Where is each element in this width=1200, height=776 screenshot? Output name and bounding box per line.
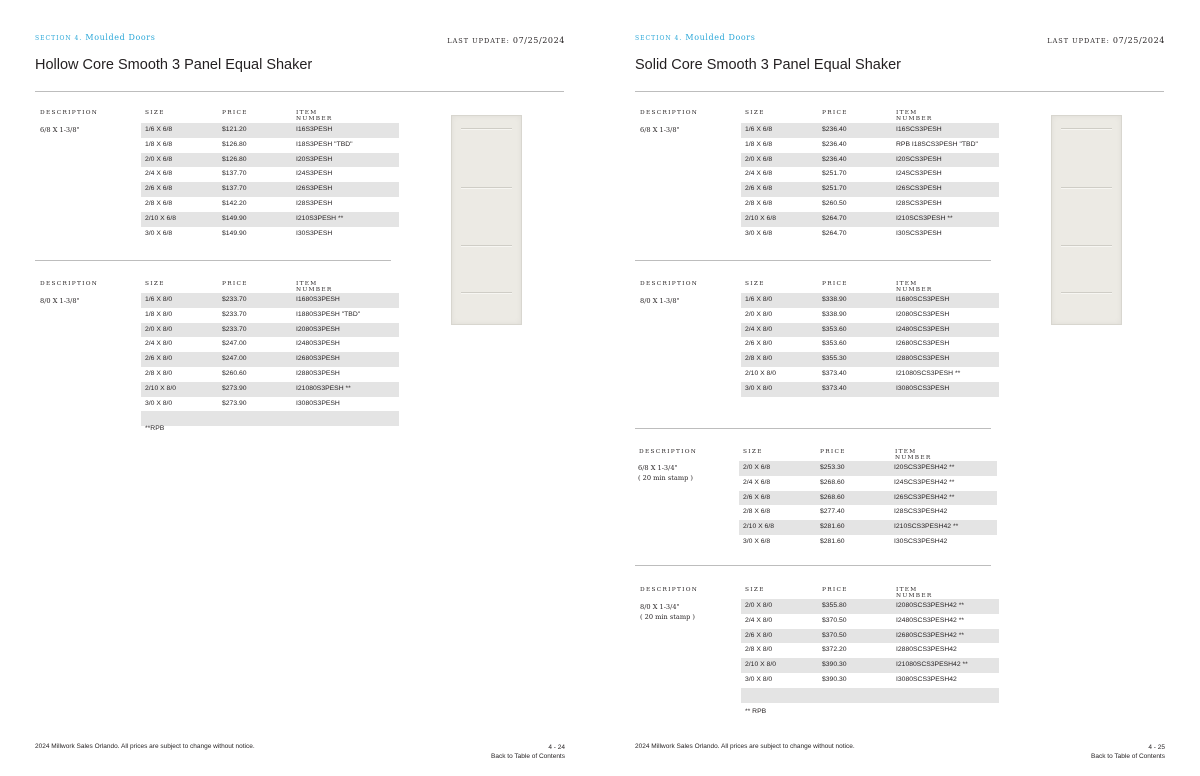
size-cell: 2/0 X 8/0	[145, 325, 173, 333]
column-header-price: PRICE	[222, 281, 248, 287]
table-row	[141, 367, 399, 382]
item-number-cell: I2880SCS3PESH42	[896, 646, 957, 654]
price-cell: $277.40	[820, 508, 845, 516]
last-update-date: 07/25/2024	[512, 36, 565, 45]
column-header-item-number: ITEM NUMBER	[896, 587, 933, 599]
size-cell: 2/4 X 6/8	[743, 478, 771, 486]
block-divider	[635, 565, 991, 566]
table-row	[141, 153, 399, 168]
size-cell: 2/6 X 8/0	[745, 340, 773, 348]
table-row	[741, 197, 999, 212]
column-header-price: PRICE	[822, 110, 848, 116]
table-row	[739, 461, 997, 476]
item-number-cell: I16SCS3PESH	[896, 126, 942, 133]
table-row	[741, 614, 999, 629]
size-cell: 2/10 X 6/8	[745, 214, 776, 222]
page-number: 4 - 25	[1148, 744, 1165, 751]
price-cell: $338.90	[822, 310, 847, 318]
door-description: 6/8 X 1-3/8"	[40, 126, 80, 134]
price-cell: $137.70	[222, 185, 247, 193]
size-cell: 1/8 X 8/0	[145, 310, 173, 318]
price-cell: $247.00	[222, 355, 247, 363]
item-number-cell: I3080SCS3PESH42	[896, 675, 957, 683]
item-number-cell: I30SCS3PESH42	[894, 537, 948, 545]
column-header-item-number: ITEM NUMBER	[896, 281, 933, 293]
price-cell: $260.50	[822, 199, 847, 207]
table-row	[741, 673, 999, 688]
size-cell: 2/8 X 8/0	[745, 355, 773, 363]
size-cell: 2/8 X 6/8	[745, 199, 773, 207]
price-cell: $353.60	[822, 340, 847, 348]
footer-nav	[491, 743, 565, 761]
table-row	[741, 643, 999, 658]
item-number-cell: I2080SCS3PESH42 **	[896, 602, 965, 609]
price-cell: $268.60	[820, 478, 845, 486]
last-update	[1047, 36, 1165, 45]
title-divider	[635, 91, 1164, 92]
table-row	[741, 367, 999, 382]
column-header-item-number: ITEM NUMBER	[896, 110, 933, 122]
item-number-cell: I24SCS3PESH42 **	[894, 478, 955, 486]
price-cell: $236.40	[822, 126, 847, 133]
column-header-item-number: ITEM NUMBER	[296, 281, 333, 293]
table-row	[739, 491, 997, 506]
table-row	[741, 629, 999, 644]
price-cell: $370.50	[822, 631, 847, 639]
column-header-price: PRICE	[822, 281, 848, 287]
price-cell: $353.60	[822, 325, 847, 333]
page-title: Hollow Core Smooth 3 Panel Equal Shaker	[35, 57, 313, 73]
price-cell: $149.90	[222, 214, 247, 222]
item-number-cell: I26SCS3PESH	[896, 185, 942, 193]
footer-nav	[1091, 743, 1165, 761]
size-cell: 1/6 X 6/8	[745, 126, 773, 133]
price-cell: $264.70	[822, 229, 847, 237]
door-description: 6/8 X 1-3/4" ( 20 min stamp )	[638, 464, 693, 482]
item-number-cell: I210SCS3PESH42 **	[894, 523, 959, 531]
size-cell: 2/6 X 6/8	[745, 185, 773, 193]
price-cell: $126.80	[222, 155, 247, 163]
table-row	[739, 520, 997, 535]
table-row	[741, 138, 999, 153]
size-cell: 2/4 X 6/8	[145, 170, 173, 178]
price-cell: $268.60	[820, 493, 845, 501]
item-number-cell: I21080S3PESH **	[296, 384, 351, 392]
price-cell: $247.00	[222, 340, 247, 348]
section-name: Moulded Doors	[85, 33, 156, 42]
size-cell: 2/4 X 8/0	[745, 325, 773, 333]
size-cell: 2/6 X 6/8	[743, 493, 771, 501]
price-cell: $233.70	[222, 310, 247, 318]
table-row	[741, 123, 999, 138]
item-number-cell: I16S3PESH	[296, 126, 333, 133]
item-number-cell: RPB I18SCS3PESH "TBD"	[896, 140, 978, 148]
size-cell: 2/10 X 6/8	[145, 214, 176, 222]
price-cell: $233.70	[222, 296, 247, 303]
price-cell: $281.60	[820, 523, 845, 531]
price-cell: $281.60	[820, 537, 845, 545]
item-number-cell: I3080S3PESH	[296, 399, 340, 407]
column-header-size: SIZE	[745, 587, 765, 593]
table-row	[741, 167, 999, 182]
price-cell: $372.20	[822, 646, 847, 654]
table-row	[741, 658, 999, 673]
column-header-size: SIZE	[145, 281, 165, 287]
size-cell: 3/0 X 6/8	[743, 537, 771, 545]
table-row	[141, 197, 399, 212]
price-cell: $137.70	[222, 170, 247, 178]
price-cell: $233.70	[222, 325, 247, 333]
price-cell: $355.80	[822, 602, 847, 609]
table-row	[739, 535, 997, 550]
price-rows	[741, 123, 999, 241]
table-row	[141, 308, 399, 323]
item-number-cell: I28S3PESH	[296, 199, 333, 207]
block-divider	[635, 428, 991, 429]
section-number: SECTION 4.	[35, 35, 83, 42]
price-cell: $253.30	[820, 464, 845, 471]
size-cell: 1/6 X 8/0	[145, 296, 173, 303]
price-cell: $236.40	[822, 140, 847, 148]
price-cell: $264.70	[822, 214, 847, 222]
item-number-cell: I21080SCS3PESH42 **	[896, 661, 968, 669]
item-number-cell: I1680SCS3PESH	[896, 296, 950, 303]
table-row	[141, 352, 399, 367]
block-divider	[35, 260, 391, 261]
column-header-item-number: ITEM NUMBER	[895, 449, 932, 461]
size-cell: 2/10 X 8/0	[145, 384, 176, 392]
section-name: Moulded Doors	[685, 33, 756, 42]
item-number-cell: I28SCS3PESH42	[894, 508, 948, 516]
table-row	[741, 293, 999, 308]
item-number-cell: I24SCS3PESH	[896, 170, 942, 178]
door-description: 8/0 X 1-3/4" ( 20 min stamp )	[640, 603, 695, 621]
table-row	[741, 308, 999, 323]
item-number-cell: I1880S3PESH "TBD"	[296, 310, 361, 318]
last-update-label: LAST UPDATE:	[1047, 37, 1110, 45]
table-row	[741, 182, 999, 197]
column-header-price: PRICE	[820, 449, 846, 455]
table-row	[141, 337, 399, 352]
price-rows	[141, 123, 399, 241]
item-number-cell: I30SCS3PESH	[896, 229, 942, 237]
table-row	[741, 212, 999, 227]
table-row	[141, 293, 399, 308]
table-row	[141, 411, 399, 426]
size-cell: 2/10 X 6/8	[743, 523, 774, 531]
last-update	[447, 36, 565, 45]
item-number-cell: I20S3PESH	[296, 155, 333, 163]
section-label	[635, 33, 755, 42]
size-cell: 2/4 X 8/0	[145, 340, 173, 348]
item-number-cell: I18S3PESH "TBD"	[296, 140, 353, 148]
price-cell: $338.90	[822, 296, 847, 303]
price-cell: $355.30	[822, 355, 847, 363]
price-cell: $236.40	[822, 155, 847, 163]
item-number-cell: I26SCS3PESH42 **	[894, 493, 955, 501]
column-header-description: DESCRIPTION	[640, 587, 699, 593]
column-header-size: SIZE	[145, 110, 165, 116]
catalog-page-right	[600, 0, 1200, 776]
item-number-cell: I2480SCS3PESH	[896, 325, 950, 333]
item-number-cell: I2680SCS3PESH42 **	[896, 631, 965, 639]
size-cell: 2/10 X 8/0	[745, 369, 776, 377]
column-header-size: SIZE	[743, 449, 763, 455]
item-number-cell: I2480S3PESH	[296, 340, 340, 348]
shaker-door-image	[451, 115, 522, 325]
column-header-price: PRICE	[222, 110, 248, 116]
size-cell: 3/0 X 8/0	[745, 675, 773, 683]
item-number-cell: I24S3PESH	[296, 170, 333, 178]
section-number: SECTION 4.	[635, 35, 683, 42]
table-row	[741, 382, 999, 397]
table-row	[741, 599, 999, 614]
column-header-price: PRICE	[822, 587, 848, 593]
size-cell: 1/8 X 6/8	[745, 140, 773, 148]
column-header-description: DESCRIPTION	[40, 281, 99, 287]
price-cell: $260.60	[222, 369, 247, 377]
size-cell: 2/0 X 8/0	[745, 602, 773, 609]
size-cell: 2/10 X 8/0	[745, 661, 776, 669]
size-cell: 2/8 X 6/8	[743, 508, 771, 516]
column-header-size: SIZE	[745, 281, 765, 287]
price-rows	[739, 461, 997, 550]
price-cell: $121.20	[222, 126, 247, 133]
price-rows	[741, 599, 999, 703]
page-number: 4 - 24	[548, 744, 565, 751]
item-number-cell: I2880S3PESH	[296, 369, 340, 377]
column-header-description: DESCRIPTION	[40, 110, 99, 116]
table-row	[741, 227, 999, 242]
size-cell: 2/6 X 8/0	[745, 631, 773, 639]
table-row	[741, 352, 999, 367]
table-row	[141, 138, 399, 153]
item-number-cell: I2080S3PESH	[296, 325, 340, 333]
price-cell: $142.20	[222, 199, 247, 207]
size-cell: 2/6 X 8/0	[145, 355, 173, 363]
price-cell: $126.80	[222, 140, 247, 148]
item-number-cell: I26S3PESH	[296, 185, 333, 193]
table-row	[741, 688, 999, 703]
size-cell: 3/0 X 6/8	[145, 229, 173, 237]
back-to-toc-link[interactable]: Back to Table of Contents	[1091, 753, 1165, 760]
price-rows	[741, 293, 999, 397]
price-cell: $370.50	[822, 616, 847, 624]
price-cell: $149.90	[222, 229, 247, 237]
price-cell: $373.40	[822, 369, 847, 377]
size-cell: 1/8 X 6/8	[145, 140, 173, 148]
table-row	[141, 123, 399, 138]
price-cell: $390.30	[822, 661, 847, 669]
item-number-cell: I2480SCS3PESH42 **	[896, 616, 965, 624]
back-to-toc-link[interactable]: Back to Table of Contents	[491, 753, 565, 760]
last-update-label: LAST UPDATE:	[447, 37, 510, 45]
size-cell: 2/6 X 6/8	[145, 185, 173, 193]
table-row	[141, 167, 399, 182]
price-rows	[141, 293, 399, 426]
size-cell: 2/8 X 8/0	[745, 646, 773, 654]
price-cell: $273.90	[222, 399, 247, 407]
last-update-date: 07/25/2024	[1112, 36, 1165, 45]
table-row	[741, 337, 999, 352]
item-number-cell: I210SCS3PESH **	[896, 214, 953, 222]
footer-notice: 2024 Millwork Sales Orlando. All prices are subject to change without notice.	[635, 743, 855, 750]
item-number-cell: I21080SCS3PESH **	[896, 369, 961, 377]
size-cell: 2/0 X 6/8	[745, 155, 773, 163]
item-number-cell: I28SCS3PESH	[896, 199, 942, 207]
item-number-cell: I2080SCS3PESH	[896, 310, 950, 318]
table-row	[739, 476, 997, 491]
page-title: Solid Core Smooth 3 Panel Equal Shaker	[635, 57, 901, 73]
item-number-cell: I20SCS3PESH42 **	[894, 464, 955, 471]
column-header-description: DESCRIPTION	[639, 449, 698, 455]
table-row	[141, 227, 399, 242]
item-number-cell: I1680S3PESH	[296, 296, 340, 303]
column-header-description: DESCRIPTION	[640, 281, 699, 287]
price-cell: $251.70	[822, 170, 847, 178]
size-cell: 1/6 X 6/8	[145, 126, 173, 133]
table-row	[141, 397, 399, 412]
table-row	[141, 182, 399, 197]
block-divider	[635, 260, 991, 261]
table-row	[141, 323, 399, 338]
size-cell: 2/8 X 6/8	[145, 199, 173, 207]
item-number-cell: I2680S3PESH	[296, 355, 340, 363]
size-cell: 2/0 X 8/0	[745, 310, 773, 318]
price-cell: $373.40	[822, 384, 847, 392]
column-header-item-number: ITEM NUMBER	[296, 110, 333, 122]
table-row	[741, 323, 999, 338]
shaker-door-image	[1051, 115, 1122, 325]
door-description: 8/0 X 1-3/8"	[640, 297, 680, 305]
column-header-size: SIZE	[745, 110, 765, 116]
size-cell: 2/0 X 6/8	[145, 155, 173, 163]
item-number-cell: I20SCS3PESH	[896, 155, 942, 163]
price-cell: $273.90	[222, 384, 247, 392]
size-cell: 2/4 X 6/8	[745, 170, 773, 178]
size-cell: 2/0 X 6/8	[743, 464, 771, 471]
title-divider	[35, 91, 564, 92]
size-cell: 3/0 X 8/0	[745, 384, 773, 392]
door-description: 6/8 X 1-3/8"	[640, 126, 680, 134]
footnote: **RPB	[145, 425, 165, 432]
column-header-description: DESCRIPTION	[640, 110, 699, 116]
table-row	[739, 505, 997, 520]
item-number-cell: I210S3PESH **	[296, 214, 344, 222]
footer-notice: 2024 Millwork Sales Orlando. All prices are subject to change without notice.	[35, 743, 255, 750]
item-number-cell: I3080SCS3PESH	[896, 384, 950, 392]
price-cell: $390.30	[822, 675, 847, 683]
size-cell: 1/6 X 8/0	[745, 296, 773, 303]
item-number-cell: I30S3PESH	[296, 229, 333, 237]
table-row	[141, 212, 399, 227]
table-row	[141, 382, 399, 397]
size-cell: 2/4 X 8/0	[745, 616, 773, 624]
footnote: ** RPB	[745, 708, 767, 715]
size-cell: 3/0 X 6/8	[745, 229, 773, 237]
door-description: 8/0 X 1-3/8"	[40, 297, 80, 305]
size-cell: 2/8 X 8/0	[145, 369, 173, 377]
section-label	[35, 33, 155, 42]
price-cell: $251.70	[822, 185, 847, 193]
size-cell: 3/0 X 8/0	[145, 399, 173, 407]
table-row	[741, 153, 999, 168]
item-number-cell: I2680SCS3PESH	[896, 340, 950, 348]
item-number-cell: I2880SCS3PESH	[896, 355, 950, 363]
